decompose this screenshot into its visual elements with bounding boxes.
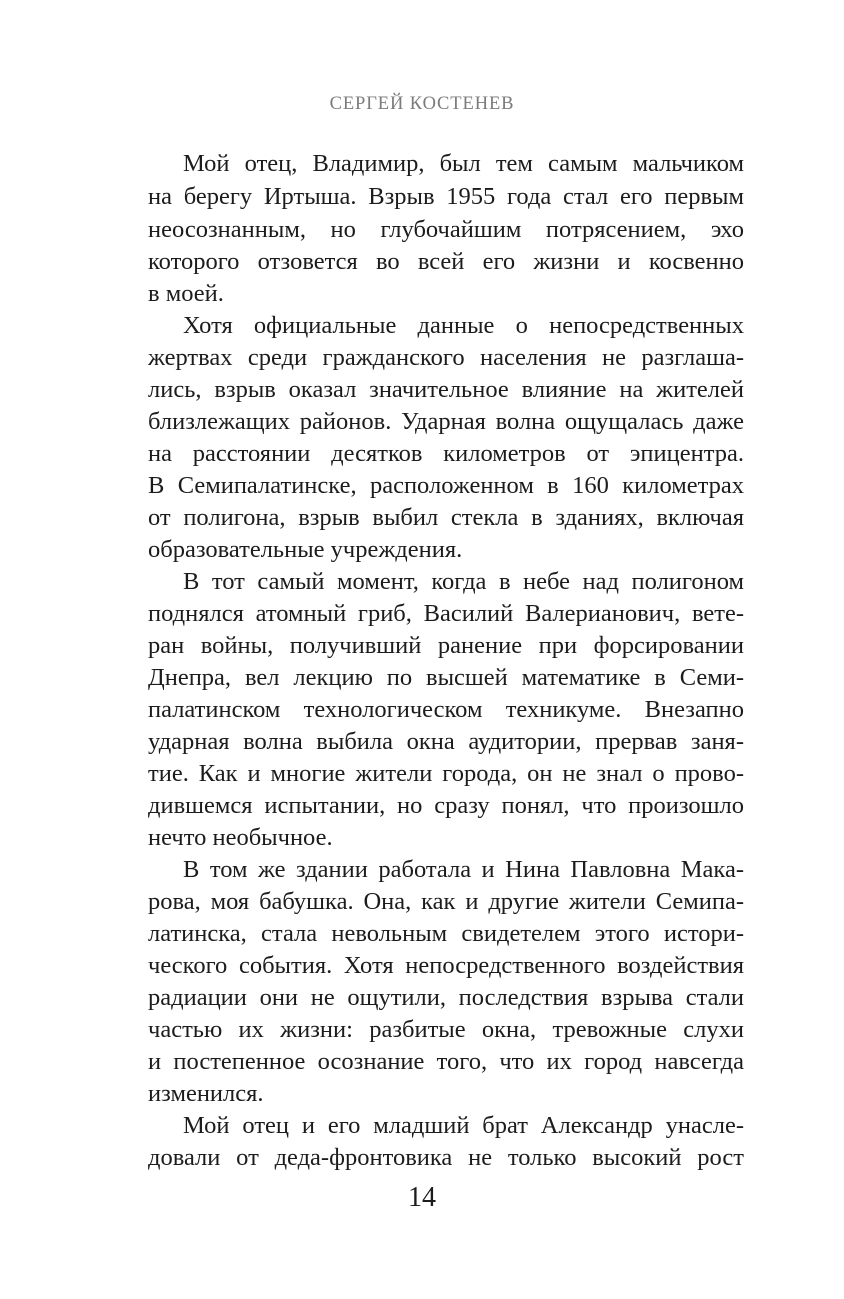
page-number: 14 (408, 1182, 436, 1213)
text-line: близлежащих районов. Ударная волна ощущалась даже (148, 408, 744, 435)
text-line: и постепенное осознание того, что их город навсегда (148, 1048, 744, 1075)
text-line: неосознанным, но глубочайшим потрясением, эхо (148, 216, 744, 243)
text-line: Хотя официальные данные о непосредственных (183, 312, 744, 339)
text-line: В тот самый момент, когда в небе над полигоном (183, 568, 744, 595)
text-line: В том же здании работала и Нина Павловна Мака- (183, 856, 744, 883)
text-line: образовательные учреждения. (148, 536, 463, 563)
text-line: изменился. (148, 1080, 264, 1107)
text-line: ударная волна выбила окна аудитории, прервав заня- (148, 728, 744, 755)
running-head: СЕРГЕЙ КОСТЕНЕВ (329, 94, 515, 114)
text-line: жертвах среди гражданского населения не разглаша- (148, 344, 744, 371)
text-line: которого отзовется во всей его жизни и косвенно (148, 248, 744, 275)
text-line: рова, моя бабушка. Она, как и другие жители Семипа- (148, 888, 744, 915)
text-line: В Семипалатинске, расположенном в 160 километрах (148, 472, 744, 499)
text-line: дившемся испытании, но сразу понял, что произошло (148, 792, 744, 819)
text-line: палатинском технологическом техникуме. Внезапно (148, 696, 744, 723)
text-line: Мой отец и его младший брат Александр унасле- (183, 1112, 744, 1139)
text-line: лись, взрыв оказал значительное влияние на жителей (148, 376, 744, 403)
text-line: Мой отец, Владимир, был тем самым мальчиком (183, 150, 744, 177)
text-line: Днепра, вел лекцию по высшей математике в Семи- (148, 664, 744, 691)
text-line: на берегу Иртыша. Взрыв 1955 года стал его первым (148, 183, 744, 210)
text-line: радиации они не ощутили, последствия взрыва стали (148, 984, 744, 1011)
text-line: тие. Как и многие жители города, он не знал о прово- (148, 760, 744, 787)
text-line: поднялся атомный гриб, Василий Валерианович, вете- (148, 600, 744, 627)
text-line: на расстоянии десятков километров от эпицентра. (148, 440, 744, 467)
text-line: нечто необычное. (148, 824, 333, 851)
text-line: частью их жизни: разбитые окна, тревожные слухи (148, 1016, 744, 1043)
text-line: в моей. (148, 280, 224, 307)
text-line: довали от деда-фронтовика не только высокий рост (148, 1144, 744, 1171)
text-line: ческого события. Хотя непосредственного воздействия (148, 952, 744, 979)
text-line: от полигона, взрыв выбил стекла в зданиях, включая (148, 504, 744, 531)
text-line: латинска, стала невольным свидетелем этого истори- (148, 920, 744, 947)
text-line: ран войны, получивший ранение при форсировании (148, 632, 744, 659)
